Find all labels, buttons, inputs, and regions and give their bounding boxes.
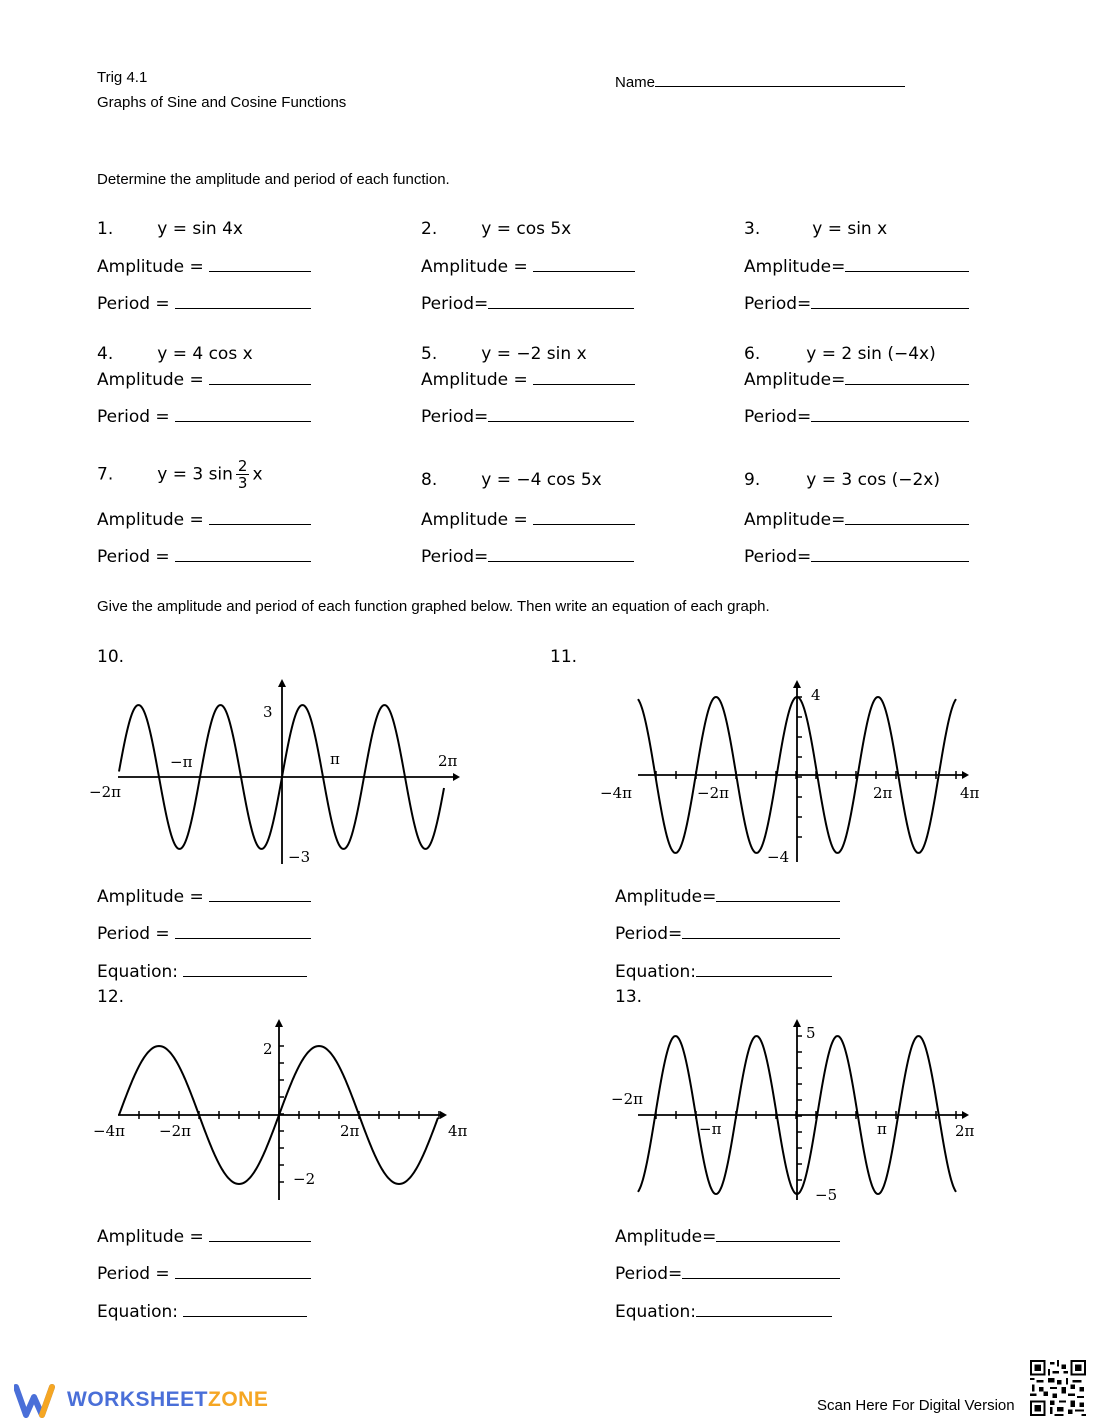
- answer-blank[interactable]: [682, 923, 840, 939]
- worksheetzone-brand[interactable]: [67, 1388, 268, 1412]
- graph-12-ticks: [139, 1046, 439, 1182]
- answer-blank[interactable]: [183, 1301, 307, 1317]
- name-label: Name: [615, 74, 656, 91]
- graph-13-equation: Equation:: [615, 1301, 832, 1322]
- graph-11-x-label-a: −4π: [600, 784, 632, 802]
- graph-10-x-label-c: 2π: [438, 752, 458, 770]
- graph-11-ymin-label: −4: [767, 848, 790, 866]
- graph-13-x-label-d: 2π: [955, 1122, 975, 1140]
- graph-11-amplitude: Amplitude=: [615, 886, 840, 907]
- graph-10-x-label-b: π: [330, 750, 340, 768]
- graph-12: [93, 1019, 468, 1200]
- graph-11-number: 11.: [550, 647, 578, 667]
- graph-13: [611, 1019, 975, 1204]
- y-axis-arrow: [793, 1019, 801, 1027]
- x-axis-arrow: [453, 773, 460, 781]
- section2-instruction: Give the amplitude and period of each function graphed below. Then write an equation of each graph.: [97, 598, 770, 615]
- graph-13-x-label-b: −π: [699, 1120, 722, 1138]
- graph-12-ymax-label: 2: [263, 1040, 273, 1058]
- problem-2-period: Period=: [421, 293, 634, 314]
- answer-blank[interactable]: [696, 961, 832, 977]
- problem-1-period: Period =: [97, 293, 311, 314]
- problem-4: 4. y = 4 cos x: [97, 344, 253, 364]
- answer-blank[interactable]: [682, 1263, 840, 1279]
- graph-11-period: Period=: [615, 923, 840, 944]
- course-label: Trig 4.1: [97, 69, 148, 86]
- problem-3-amplitude: Amplitude=: [744, 256, 969, 277]
- graph-10-ymin-label: −3: [288, 848, 311, 866]
- problem-6-period: Period=: [744, 406, 969, 427]
- graph-10-number: 10.: [97, 647, 125, 667]
- problem-7-amplitude: Amplitude =: [97, 509, 311, 530]
- graph-10-period: Period =: [97, 923, 311, 944]
- graph-10: [89, 679, 460, 866]
- x-axis-arrow: [962, 1111, 969, 1119]
- problem-6-amplitude: Amplitude=: [744, 369, 969, 390]
- graph-12-period: Period =: [97, 1263, 311, 1284]
- problem-1-amplitude: Amplitude =: [97, 256, 311, 277]
- x-axis-arrow: [440, 1111, 447, 1119]
- problem-8: 8. y = −4 cos 5x: [421, 470, 602, 490]
- problem-1: 1. y = sin 4x: [97, 219, 243, 239]
- graph-11-x-label-c: 2π: [873, 784, 893, 802]
- graph-12-equation: Equation:: [97, 1301, 307, 1322]
- graph-12-amplitude: Amplitude =: [97, 1226, 311, 1247]
- problem-9: 9. y = 3 cos (−2x): [744, 470, 940, 490]
- answer-blank[interactable]: [175, 923, 311, 939]
- scan-text: Scan Here For Digital Version: [817, 1397, 1015, 1414]
- problem-9-period: Period=: [744, 546, 969, 567]
- y-axis-arrow: [793, 680, 801, 688]
- problem-7: 7. y = 3 sin $\frac{2}{3}$ x: [97, 457, 263, 492]
- section1-instruction: Determine the amplitude and period of each function.: [97, 171, 450, 188]
- problem-3-period: Period=: [744, 293, 969, 314]
- graph-12-x-label-d: 4π: [448, 1122, 468, 1140]
- brand-part-b: ZONE: [208, 1388, 269, 1411]
- problem-5-period: Period=: [421, 406, 634, 427]
- graph-10-x-label-a: −π: [170, 753, 193, 771]
- graph-12-number: 12.: [97, 987, 125, 1007]
- problem-5-amplitude: Amplitude =: [421, 369, 635, 390]
- problem-2: 2. y = cos 5x: [421, 219, 572, 239]
- problem-7-period: Period =: [97, 546, 311, 567]
- graph-10-ymax-label: 3: [263, 703, 273, 721]
- answer-blank[interactable]: [175, 1263, 311, 1279]
- graph-12-x-label-b: −2π: [159, 1122, 191, 1140]
- problem-4-period: Period =: [97, 406, 311, 427]
- answer-blank[interactable]: [716, 1226, 840, 1242]
- y-axis-arrow: [278, 679, 286, 687]
- problem-8-period: Period=: [421, 546, 634, 567]
- answer-blank[interactable]: [209, 1226, 311, 1242]
- graph-12-ymin-label: −2: [293, 1170, 316, 1188]
- worksheetzone-logo-icon: [14, 1383, 62, 1419]
- graph-13-period: Period=: [615, 1263, 840, 1284]
- graph-10-equation: Equation:: [97, 961, 307, 982]
- graph-11: [600, 680, 980, 866]
- graph-12-x-label-c: 2π: [340, 1122, 360, 1140]
- graph-10-x-label-d: −2π: [89, 783, 121, 801]
- page-title: Graphs of Sine and Cosine Functions: [97, 94, 347, 111]
- graph-13-ticks: [656, 1036, 956, 1180]
- problem-3: 3. y = sin x: [744, 219, 888, 239]
- x-axis-arrow: [962, 771, 969, 779]
- problem-8-amplitude: Amplitude =: [421, 509, 635, 530]
- graph-13-amplitude: Amplitude=: [615, 1226, 840, 1247]
- answer-blank[interactable]: [183, 961, 307, 977]
- graph-11-x-label-b: −2π: [697, 784, 729, 802]
- graph-10-amplitude: Amplitude =: [97, 886, 311, 907]
- graph-11-x-label-d: 4π: [960, 784, 980, 802]
- answer-blank[interactable]: [209, 886, 311, 902]
- graph-13-number: 13.: [615, 987, 643, 1007]
- graph-13-x-label-c: π: [877, 1120, 887, 1138]
- brand-part-a: WORKSHEET: [67, 1388, 208, 1411]
- graph-12-x-label-a: −4π: [93, 1122, 125, 1140]
- problem-9-amplitude: Amplitude=: [744, 509, 969, 530]
- graph-13-ymin-label: −5: [815, 1186, 838, 1204]
- problem-6: 6. y = 2 sin (−4x): [744, 344, 936, 364]
- y-axis-arrow: [275, 1019, 283, 1027]
- graph-13-x-label-a: −2π: [611, 1090, 643, 1108]
- fraction: $\frac{2}{3}$: [237, 457, 248, 492]
- problem-5: 5. y = −2 sin x: [421, 344, 587, 364]
- graph-11-equation: Equation:: [615, 961, 832, 982]
- answer-blank[interactable]: [696, 1301, 832, 1317]
- problem-2-amplitude: Amplitude =: [421, 256, 635, 277]
- qr-code-icon[interactable]: [1030, 1360, 1086, 1416]
- problem-4-amplitude: Amplitude =: [97, 369, 311, 390]
- graph-11-ymax-label: 4: [811, 686, 821, 704]
- graph-13-ymax-label: 5: [806, 1024, 816, 1042]
- answer-blank[interactable]: [716, 886, 840, 902]
